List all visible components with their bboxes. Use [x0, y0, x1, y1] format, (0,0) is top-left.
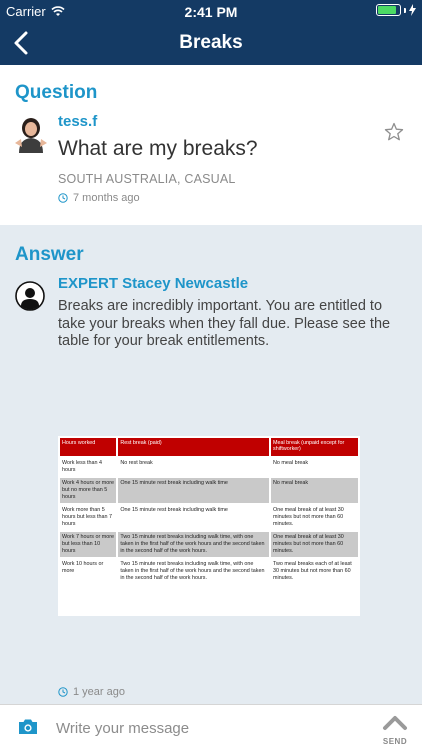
table-cell: Work 10 hours or more — [60, 559, 116, 584]
table-cell: Two 15 minute rest breaks including walk time, with one taken in the first half of the work hours and the second taken in the second half of the work hours. — [118, 532, 269, 557]
status-bar — [0, 0, 422, 22]
table-header-row — [60, 438, 358, 456]
table-cell: One meal break of at least 30 minutes but not more than 60 minutes. — [271, 532, 358, 557]
table-cell: Work 4 hours or more but no more than 5 hours — [60, 478, 116, 503]
battery-icon — [376, 4, 401, 16]
message-input[interactable] — [56, 713, 356, 743]
question-username[interactable]: tess.f — [58, 113, 98, 130]
table-cell: One 15 minute rest break including walk time — [118, 478, 269, 503]
table-cell: One 15 minute rest break including walk time — [118, 505, 269, 530]
table-row — [60, 532, 358, 557]
user-avatar[interactable] — [15, 117, 47, 153]
battery-indicator — [376, 4, 416, 16]
charging-bolt-icon — [409, 4, 416, 16]
table-cell: No meal break — [271, 478, 358, 503]
table-cell: Two 15 minute rest breaks including walk time, with one taken in the first half of the work hours and the second taken in the second half of the work hours. — [118, 559, 269, 584]
question-heading: Question — [15, 82, 98, 103]
favorite-star-icon[interactable] — [384, 122, 404, 142]
table-cell: Two meal breaks each of at least 30 minutes but not more than 60 minutes. — [271, 559, 358, 584]
table-row — [60, 458, 358, 476]
carrier-label: Carrier — [6, 4, 46, 19]
send-arrow-icon — [382, 715, 408, 731]
table-row — [60, 559, 358, 584]
camera-icon[interactable] — [18, 718, 38, 735]
send-button[interactable] — [378, 715, 412, 747]
table-header-cell: Rest break (paid) — [118, 438, 269, 456]
break-entitlements-table — [58, 436, 360, 616]
table-row — [60, 478, 358, 503]
nav-bar — [0, 22, 422, 65]
status-time: 2:41 PM — [184, 4, 238, 20]
question-text: What are my breaks? — [58, 137, 258, 160]
message-composer — [0, 704, 422, 750]
expert-avatar-icon[interactable] — [15, 281, 45, 311]
page-title: Breaks — [179, 32, 243, 53]
table-cell: No meal break — [271, 458, 358, 476]
question-timestamp — [58, 192, 140, 204]
expert-name[interactable]: EXPERT Stacey Newcastle — [58, 275, 249, 292]
question-location-type: SOUTH AUSTRALIA, CASUAL — [58, 172, 236, 186]
question-card — [0, 65, 422, 225]
table-cell: One meal break of at least 30 minutes but not more than 60 minutes. — [271, 505, 358, 530]
clock-icon — [58, 193, 68, 203]
answer-timestamp — [58, 686, 125, 698]
app-header — [0, 0, 422, 65]
answer-heading: Answer — [15, 244, 84, 265]
table-header-cell: Meal break (unpaid except for shiftworker) — [271, 438, 358, 456]
clock-icon — [58, 687, 68, 697]
table-row — [60, 505, 358, 530]
table-cell: Work 7 hours or more but less than 10 hours — [60, 532, 116, 557]
table-cell: Work more than 5 hours but less than 7 hours — [60, 505, 116, 530]
send-label: SEND — [382, 737, 408, 746]
answer-age: 1 year ago — [73, 686, 125, 698]
table-cell: Work less than 4 hours — [60, 458, 116, 476]
answer-text: Breaks are incredibly important. You are entitled to take your breaks when they fall due. Please see the table for your break entitlements. — [58, 298, 391, 349]
table-cell: No rest break — [118, 458, 269, 476]
question-age: 7 months ago — [73, 192, 140, 204]
table-header-cell: Hours worked — [60, 438, 116, 456]
